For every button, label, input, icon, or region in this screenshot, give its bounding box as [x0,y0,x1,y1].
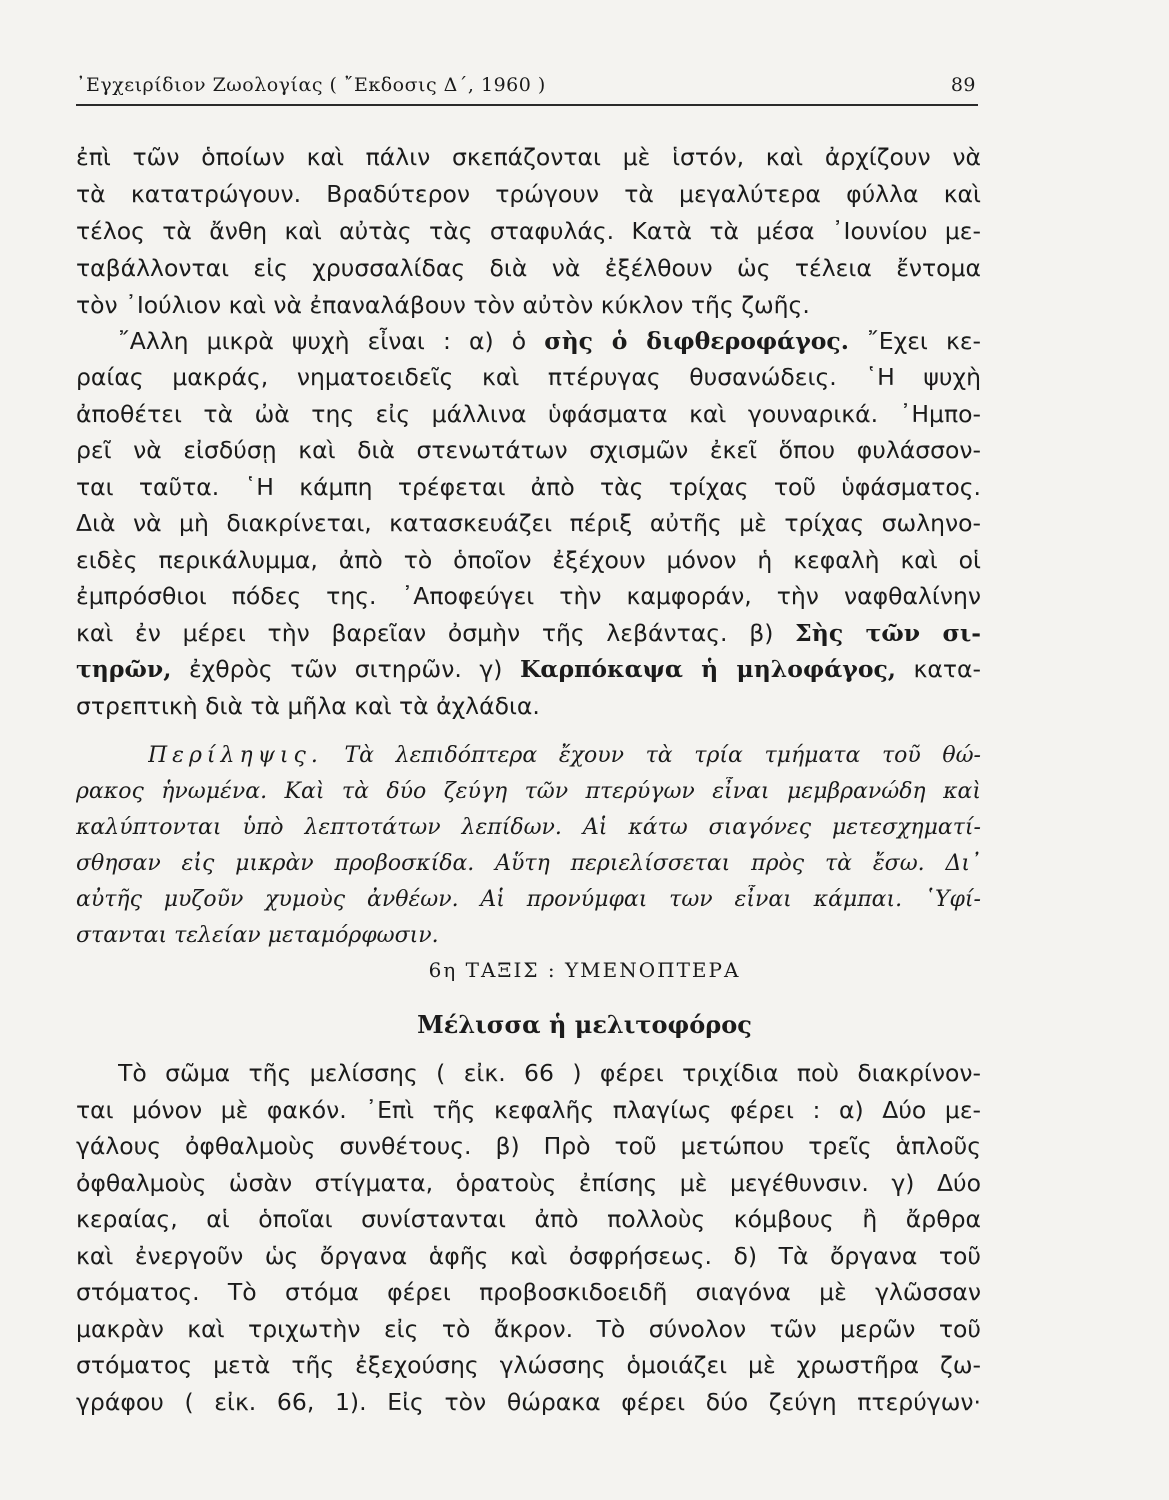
text-line: καὶ ἐν μέρει τὴν βαρεῖαν ὀσμὴν τῆς λεβάντας. β) Σὴς τῶν σι- [76,619,981,647]
text-line: γάλους ὀφθαλμοὺς συνθέτους. β) Πρὸ τοῦ μετώπου τρεῖς ἁπλοῦς [76,1132,981,1160]
text-line: τὸν ᾿Ιούλιον καὶ νὰ ἐπαναλάβουν τὸν αὐτὸν κύκλον τῆς ζωῆς. [76,291,810,319]
text-line: κεραίας, αἱ ὁποῖαι συνίστανται ἀπὸ πολλοὺς κόμβους ἢ ἄρθρα [76,1205,981,1233]
text-line: τηρῶν, ἐχθρὸς τῶν σιτηρῶν. γ) Καρπόκαψα ἡ μηλοφάγος, κατα- [76,655,981,683]
text-line: ται μόνον μὲ φακόν. ᾿Επὶ τῆς κεφαλῆς πλαγίως φέρει : α) Δύο με- [76,1096,981,1124]
text-line: ἐπὶ τῶν ὁποίων καὶ πάλιν σκεπάζονται μὲ ἱστόν, καὶ ἀρχίζουν νὰ [76,143,981,171]
summary-label: Περίληψις. [148,743,323,768]
bold-term: σὴς ὁ διφθεροφάγος. [544,327,849,355]
summary-line: αὐτῆς μυζοῦν χυμοὺς ἀνθέων. Αἱ προνύμφαι των εἶναι κάμπαι. ῾Υφί- [76,887,981,912]
text-line: τὰ κατατρώγουν. Βραδύτερον τρώγουν τὰ μεγαλύτερα φύλλα καὶ [76,180,981,208]
section-title: 6η ΤΑΞΙΣ : ΥΜΕΝΟΠΤΕΡΑ [428,958,741,982]
running-header [76,70,978,106]
text-line: ραίας μακράς, νηματοειδεῖς καὶ πτέρυγας θυσανώδεις. ῾Η ψυχὴ [76,363,981,391]
text-line: ὀφθαλμοὺς ὡσὰν στίγματα, ὁρατοὺς ἐπίσης μὲ μεγέθυνσιν. γ) Δύο [76,1169,981,1197]
text-line: στόματος. Τὸ στόμα φέρει προβοσκιδοειδῆ σιαγόνα μὲ γλῶσσαν [76,1278,981,1306]
text-line: καὶ ἐνεργοῦν ὡς ὄργανα ἁφῆς καὶ ὀσφρήσεως. δ) Τὰ ὄργανα τοῦ [76,1242,981,1270]
text-line: γράφου ( εἰκ. 66, 1). Εἰς τὸν θώρακα φέρει δύο ζεύγη πτερύγων· [76,1388,981,1416]
text-line: ρεῖ νὰ εἰσδύσῃ καὶ διὰ στενωτάτων σχισμῶν ἐκεῖ ὅπου φυλάσσον- [76,436,981,464]
summary-line: σθησαν εἰς μικρὰν προβοσκίδα. Αὕτη περιελίσσεται πρὸς τὰ ἔσω. Δι᾿ [76,851,981,876]
text-line: ἀποθέτει τὰ ὠὰ της εἰς μάλλινα ὑφάσματα καὶ γουναρικά. ᾿Ημπο- [76,400,981,428]
page-number: 89 [950,74,976,96]
summary-line: ρακος ἡνωμένα. Καὶ τὰ δύο ζεύγη τῶν πτερύγων εἶναι μεμβρανώδη καὶ [76,779,981,804]
text-line: ῎Αλλη μικρὰ ψυχὴ εἶναι : α) ὁ σὴς ὁ διφθεροφάγος. ῎Εχει κε- [118,327,981,355]
bold-term: Σὴς τῶν σι- [795,619,981,647]
text-line: Διὰ νὰ μὴ διακρίνεται, κατασκευάζει πέριξ αὐτῆς μὲ τρίχας σωληνο- [76,509,981,537]
text-line: ειδὲς περικάλυμμα, ἀπὸ τὸ ὁποῖον ἐξέχουν μόνον ἡ κεφαλὴ καὶ οἱ [76,546,981,574]
text-line: ἐμπρόσθιοι πόδες της. ᾿Αποφεύγει τὴν καμφοράν, τὴν ναφθαλίνην [76,582,981,610]
text-line: τέλος τὰ ἄνθη καὶ αὐτὰς τὰς σταφυλάς. Κατὰ τὰ μέσα ᾿Ιουνίου με- [76,217,981,245]
summary-line: Περίληψις. Τὰ λεπιδόπτερα ἔχουν τὰ τρία τμήματα τοῦ θώ- [148,743,981,768]
text-line: ται ταῦτα. ῾Η κάμπη τρέφεται ἀπὸ τὰς τρίχας τοῦ ὑφάσματος. [76,473,981,501]
text-line: Τὸ σῶμα τῆς μελίσσης ( εἰκ. 66 ) φέρει τριχίδια ποὺ διακρίνον- [118,1059,981,1087]
bold-term: Καρπόκαψα ἡ μηλοφάγος, [520,655,896,683]
summary-line: καλύπτονται ὑπὸ λεπτοτάτων λεπίδων. Αἱ κάτω σιαγόνες μετεσχηματί- [76,815,981,840]
text-line: στρεπτικὴ διὰ τὰ μῆλα καὶ τὰ ἀχλάδια. [76,692,540,720]
text-line: ταβάλλονται εἰς χρυσσαλίδας διὰ νὰ ἐξέλθουν ὡς τέλεια ἔντομα [76,254,981,282]
bold-term: τηρῶν, [76,655,172,683]
text-line: μακρὰν καὶ τριχωτὴν εἰς τὸ ἄκρον. Τὸ σύνολον τῶν μερῶν τοῦ [76,1315,981,1343]
text-line: στόματος μετὰ τῆς ἐξεχούσης γλώσσης ὁμοιάζει μὲ χρωστῆρα ζω- [76,1351,981,1379]
header-title: ᾿Εγχειρίδιον Ζωολογίας ( ῎Εκδοσις Δ΄, 1960 ) [76,74,546,96]
summary-line: στανται τελείαν μεταμόρφωσιν. [76,923,439,948]
subheading: Μέλισσα ἡ μελιτοφόρος [417,1010,752,1039]
